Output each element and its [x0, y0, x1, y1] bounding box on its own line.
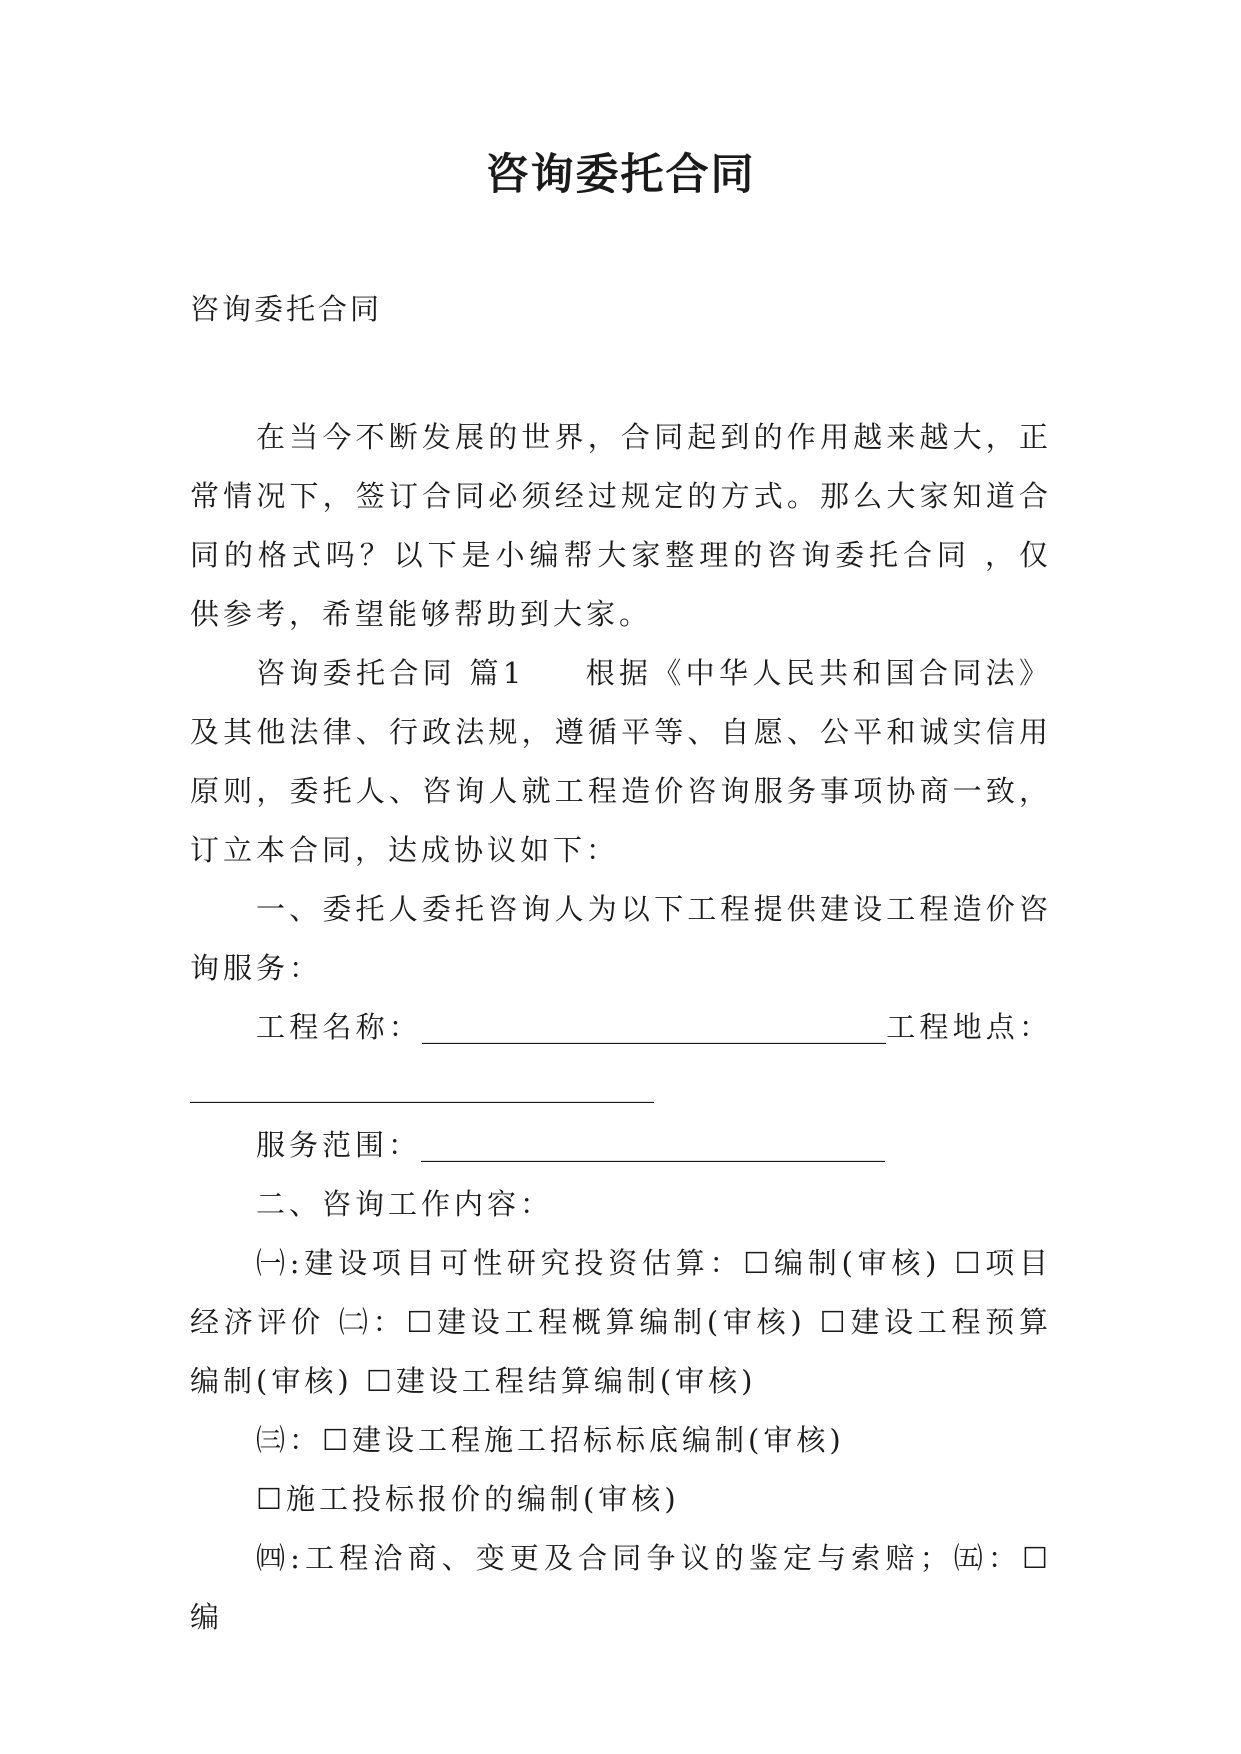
service-scope-blank: ________________________________	[421, 1128, 886, 1162]
article-1-paragraph	[190, 644, 1052, 880]
article-1-body: 根据《中华人民共和国合同法》及其他法律、行政法规，遵循平等、自愿、公平和诚实信用原则，委托人、咨询人就工程造价咨询服务事项协商一致，订立本合同，达成协议如下：	[190, 656, 1052, 867]
item-3-paragraph: ㈢：☐建设工程施工招标标底编制(审核)	[256, 1423, 845, 1457]
document-body	[190, 408, 1052, 1647]
document-title: 咨询委托合同	[485, 150, 756, 200]
project-info-paragraph	[190, 998, 1052, 1116]
project-location-label: 工程地点：	[886, 1010, 1052, 1044]
project-name-label: 工程名称：	[256, 1010, 422, 1044]
item-3b-paragraph: ☐施工投标报价的编制(审核)	[256, 1482, 680, 1516]
project-name-blank: ________________________________	[422, 1010, 886, 1044]
document-subtitle: 咨询委托合同	[190, 292, 383, 326]
service-scope-label: 服务范围：	[256, 1128, 422, 1162]
service-scope-paragraph	[190, 1116, 1052, 1175]
section-2-heading: 二、咨询工作内容：	[256, 1187, 554, 1221]
project-location-blank: ________________________________	[190, 1069, 654, 1103]
article-1-heading: 咨询委托合同 篇1	[256, 656, 526, 690]
item-1-paragraph: ㈠:建设项目可性研究投资估算：☐编制(审核) ☐项目经济评价 ㈡：☐建设工程概算编制(审核) ☐建设工程预算编制(审核) ☐建设工程结算编制(审核)	[190, 1246, 1052, 1398]
section-1-paragraph: 一、委托人委托咨询人为以下工程提供建设工程造价咨询服务：	[190, 892, 1052, 985]
intro-paragraph: 在当今不断发展的世界，合同起到的作用越来越大，正常情况下，签订合同必须经过规定的方式。那么大家知道合同的格式吗？以下是小编帮大家整理的咨询委托合同 ，仅供参考，希望能够帮助到大家。	[190, 420, 1052, 631]
item-4-paragraph: ㈣:工程洽商、变更及合同争议的鉴定与索赔；㈤：☐编	[190, 1541, 1052, 1634]
